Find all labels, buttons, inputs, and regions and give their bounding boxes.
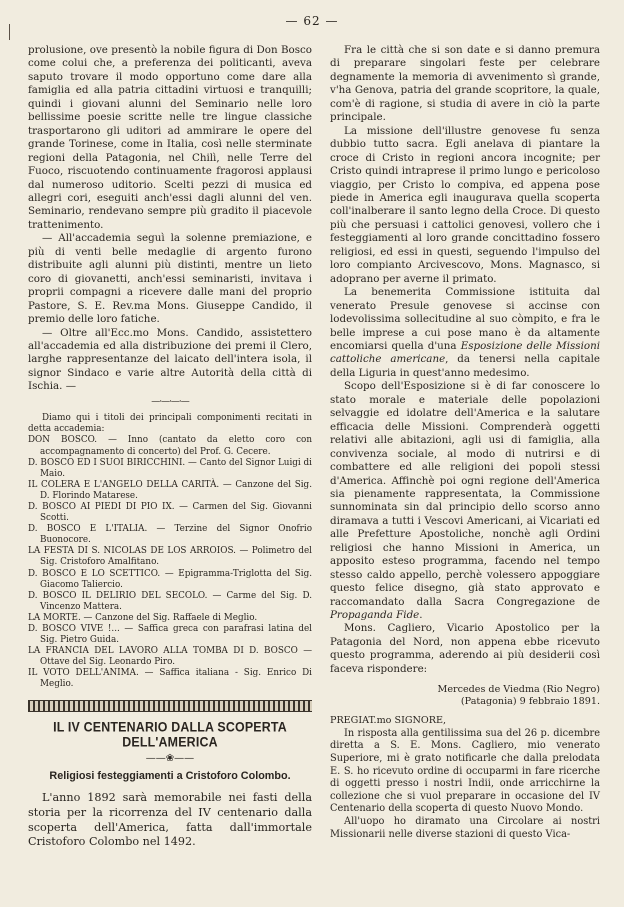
letter-body <box>330 728 600 841</box>
section-subtitle: Religiosi festeggiamenti a Cristoforo Colombo. <box>49 769 291 782</box>
list-item: LA FRANCIA DEL LAVORO ALLA TOMBA DI D. BOSCO — Ottave del Sig. Leonardo Piro. <box>28 646 312 668</box>
paragraph: La missione dell'illustre genovese fu senza dubbio tutto sacra. Egli anelava di piantare la croce di Cristo in regioni ancora incognite; per Cristo quindi intraprese il primo lungo e pericoloso viaggio, per Cristo lo compiva, ed appena pose piede in America egli inaugurava quella scoperta coll'inalberare il santo legno della Croce. Di questo più che persuasi i cattolici genovesi, vollero che i festeggiamenti al loro grande concittadino fossero religiosi, ed essi in questi, seguendo l'impulso del loro compianto Arcivescovo, Mons. Magnasco, si adoprano per averne il primato. <box>330 124 600 285</box>
letter-place: Mercedes de Viedma (Rio Negro) <box>437 684 600 696</box>
list-item: D. BOSCO E LO SCETTICO. — Epigramma-Triglotta del Sig. Giacomo Taliercio. <box>28 568 312 590</box>
list-item: IL COLERA E L'ANGELO DELLA CARITÀ. — Canzone del Sig. D. Florindo Matarese. <box>28 479 312 501</box>
paragraph: All'uopo ho diramato una Circolare ai nostri Missionarii nelle diverse stazioni di questo Vica- <box>330 815 600 840</box>
letter-date: (Patagonia) 9 febbraio 1891. <box>460 696 600 708</box>
list-item: D. BOSCO ED I SUOI BIRICCHINI. — Canto del Signor Luigi di Maio. <box>28 457 312 479</box>
letter-salutation: PREGIAT.mo SIGNORE, <box>330 715 447 727</box>
paragraph: Mons. Cagliero, Vicario Apostolico per la Patagonia del Nord, non appena ebbe ricevuto questo programma, aderendo ai più desiderii così faceva rispondere: <box>330 622 600 675</box>
italic-title: Propaganda Fide <box>330 609 420 622</box>
list-item: D. BOSCO IL DELIRIO DEL SECOLO. — Carme del Sig. D. Vincenzo Mattera. <box>28 590 312 612</box>
text-run: . <box>419 609 423 622</box>
list-item: LA MORTE. — Canzone del Sig. Raffaele di Meglio. <box>28 612 258 623</box>
list-item: LA FESTA DI S. NICOLAS DE LOS ARROIOS. — Polimetro del Sig. Cristoforo Amalfitano. <box>28 546 312 568</box>
paragraph: — Oltre all'Ecc.mo Mons. Candido, assistettero all'accademia ed alla distribuzione dei premi il Clero, larghe rappresentanze del laicato dell'intera isola, il signor Sindaco e varie altre Autorità della città di Ischia. — <box>28 326 312 393</box>
separator: —·—·—·— <box>151 396 189 407</box>
paragraph: In risposta alla gentilissima sua del 26 p. dicembre diretta a S. E. Mons. Cagliero, mio venerato Superiore, mi è grato notificarle che dalla prelodata E. S. ho ricevuto ordine di occuparmi in fare ricerche di oggetti presso i nostri Indii, onde arricchirne la collezione che si vuol preparare in occasione del IV Centenario della scoperta di questo Nuovo Mondo. <box>330 727 600 815</box>
list-intro: Diamo qui i titoli dei principali componimenti recitati in detta accademia: <box>28 413 312 435</box>
compositions-list <box>28 413 312 690</box>
list-item: D. BOSCO VIVE !... — Saffica greca con parafrasi latina del Sig. Pietro Guida. <box>28 624 312 646</box>
flourish-ornament: ——❀—— <box>145 753 195 765</box>
text-run: , da tenersi nella capitale della Liguria in quest'anno medesimo. <box>330 353 600 379</box>
list-item: IL VOTO DELL'ANIMA. — Saffica italiana - Sig. Enrico Di Meglio. <box>28 668 312 690</box>
list-item: D. BOSCO AI PIEDI DI PIO IX. — Carmen del Sig. Giovanni Scotti. <box>28 501 312 524</box>
paragraph <box>330 380 600 622</box>
right-column <box>330 44 600 841</box>
text-run: Scopo dell'Esposizione si è di far conoscere lo stato morale e materiale delle popolazioni selvaggie ed idolatre dell'America e la salutare efficacia delle Missioni. Comprenderà oggetti relativi alle abitazioni, agli usi di famiglia, alla convivenza sociale, al modo di nutrirsi e di combattere ed alle religioni dei popoli stessi d'America. Affinchè poi ogni regione dell'America sia pienamente rappresentata, la Commissione sunnominata sin dal principio dello scorso anno diramava a tutti i Vescovi Americani, ai Vicariati ed alle Prefetture Apostoliche, nonchè agli Ordini religiosi che hanno Missioni in America, un apposito esteso programma, facendo nel tempo stesso caldo appello, perchè volessero appoggiare questo felice disegno, già stato approvato e raccomandato dalla Sacra Congregazione de <box>330 380 600 608</box>
text-run: La benemerita Commissione istituita dal venerato Presule genovese si accinse con lodevolissima sollecitudine al suo còmpito, e fra le belle imprese a cui pose mano è da altamente encomiarsi quella d'una <box>330 286 600 352</box>
italic-title: Esposizione delle Missioni cattoliche americane <box>330 339 600 366</box>
paragraph: L'anno 1892 sarà memorabile nei fasti della storia per la ricorrenza del IV centenario dalla scoperta dell'America, fatta dall'immortale Cristoforo Colombo nel 1492. <box>28 791 312 849</box>
list-item: D. BOSCO E L'ITALIA. — Terzine del Signor Onofrio Buonocore. <box>28 524 312 546</box>
paragraph: prolusione, ove presentò la nobile figura di Don Bosco come colui che, a preferenza dei politicanti, aveva saputo trovare il modo opportuno come dare alla famiglia ed alla patria cittadini virtuosi e tranquilli; quindi i giovani alunni del Seminario nelle loro bellissime poesie scritte nelle tre lingue classiche trasportarono gli uditori ad ammirare le opere del grande Torinese, come in Italia, così nelle sterminate regioni della Patagonia, nel Chilì, nelle Terre del Fuoco, riscuotendo continuamente fragorosi applausi dal numeroso uditorio. Scelti pezzi di musica ed allegri cori, eseguiti anch'essi dagli alunni del ven. Seminario, rendevano sempre più gradito il piacevole trattenimento. <box>28 44 312 231</box>
list-items <box>28 435 312 690</box>
paragraph: Fra le città che si son date e si danno premura di preparare singolari feste per celebrare degnamente la memoria di avvenimento sì grande, v'ha Genova, patria del grande scopritore, la quale, com'è di ragione, si studia di avere in ciò la parte principale. <box>330 44 600 124</box>
left-column <box>28 44 312 850</box>
letter-header <box>330 684 600 708</box>
list-item: DON BOSCO. — Inno (cantato da eletto coro con accompagnamento di concerto) del Prof. G. Cecere. <box>28 435 312 457</box>
paragraph: — All'accademia seguì la solenne premiazione, e più di venti belle medaglie di argento furono distribuite agli alunni più distinti, mentre un lieto coro di giovanetti, anch'essi seminaristi, invitava i proprii compagni a ricevere dalle mani del proprio Pastore, S. E. Rev.ma Mons. Giuseppe Candido, il premio delle loro fatiche. <box>28 232 312 326</box>
paragraph <box>330 286 600 380</box>
section-title: IL IV CENTENARIO DALLA SCOPERTA DELL'AMERICA <box>53 718 287 750</box>
page-number: — 62 — <box>285 14 339 28</box>
ornamental-border <box>28 700 312 712</box>
